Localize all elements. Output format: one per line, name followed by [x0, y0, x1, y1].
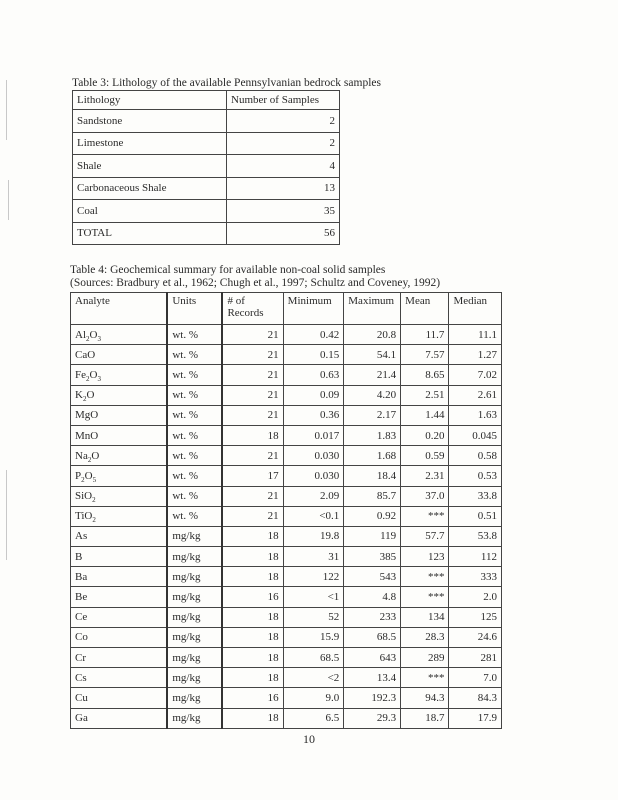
mean-cell: 0.20 [401, 425, 449, 445]
records-cell: 18 [222, 648, 283, 668]
maximum-cell: 0.92 [344, 506, 401, 526]
median-cell: 84.3 [449, 688, 502, 708]
analyte-formula-part: MgO [75, 409, 99, 422]
analyte-cell [71, 708, 168, 728]
units-cell: mg/kg [167, 547, 222, 567]
analyte-formula-part: O [86, 389, 95, 402]
header-units: Units [167, 293, 222, 325]
table-row [71, 325, 502, 345]
analyte-formula-part: 5 [92, 476, 97, 485]
analyte-cell [71, 648, 168, 668]
minimum-cell: 19.8 [283, 526, 344, 546]
analyte-formula-part: 2 [92, 496, 96, 505]
maximum-cell: 85.7 [344, 486, 401, 506]
table-row [71, 405, 502, 425]
maximum-cell: 385 [344, 547, 401, 567]
lithology-cell: Coal [73, 200, 227, 223]
mean-cell: 289 [401, 648, 449, 668]
table-row [71, 425, 502, 445]
records-cell: 17 [222, 466, 283, 486]
minimum-cell: 0.030 [283, 446, 344, 466]
units-cell: wt. % [167, 425, 222, 445]
units-cell: wt. % [167, 486, 222, 506]
analyte-formula-part: Al [75, 328, 86, 341]
table-row [73, 110, 340, 133]
table-header-row [71, 293, 502, 325]
maximum-cell: 20.8 [344, 325, 401, 345]
analyte-cell [71, 607, 168, 627]
mean-cell: 0.59 [401, 446, 449, 466]
analyte-formula-part: O [84, 469, 93, 482]
analyte-cell [71, 405, 168, 425]
maximum-cell: 2.17 [344, 405, 401, 425]
analyte-cell [71, 587, 168, 607]
records-cell: 21 [222, 365, 283, 385]
analyte-formula-part: CaO [75, 348, 96, 361]
table-row [71, 648, 502, 668]
analyte-cell [71, 526, 168, 546]
table-row [71, 607, 502, 627]
maximum-cell: 1.68 [344, 446, 401, 466]
median-cell: 53.8 [449, 526, 502, 546]
records-cell: 18 [222, 425, 283, 445]
table-header-row [73, 91, 340, 110]
analyte-cell [71, 688, 168, 708]
table-row [71, 365, 502, 385]
median-cell: 2.61 [449, 385, 502, 405]
maximum-cell: 643 [344, 648, 401, 668]
analyte-cell [71, 425, 168, 445]
analyte-cell [71, 627, 168, 647]
analyte-formula-part: 2 [87, 455, 92, 464]
analyte-formula-part: P [75, 469, 82, 482]
records-cell: 18 [222, 607, 283, 627]
maximum-cell: 18.4 [344, 466, 401, 486]
mean-cell: 7.57 [401, 345, 449, 365]
mean-cell: 2.51 [401, 385, 449, 405]
minimum-cell: 122 [283, 567, 344, 587]
maximum-cell: 1.83 [344, 425, 401, 445]
table-row [71, 506, 502, 526]
analyte-formula-part: SiO [75, 490, 93, 503]
analyte-formula-part: 3 [97, 375, 101, 384]
geochemical-summary-table [70, 292, 502, 729]
units-cell: wt. % [167, 466, 222, 486]
mean-cell: *** [401, 567, 449, 587]
lithology-table [72, 90, 340, 245]
units-cell: wt. % [167, 405, 222, 425]
minimum-cell: 0.42 [283, 325, 344, 345]
lithology-cell: TOTAL [73, 222, 227, 245]
analyte-formula-part: 2 [86, 375, 90, 384]
table4-sources: (Sources: Bradbury et al., 1962; Chugh et al., 1997; Schultz and Coveney, 1992) [70, 277, 441, 289]
records-cell: 16 [222, 587, 283, 607]
minimum-cell: 0.017 [283, 425, 344, 445]
table-row [71, 385, 502, 405]
table-row [73, 222, 340, 245]
analyte-cell [71, 547, 168, 567]
table-row [71, 627, 502, 647]
analyte-formula-part: Fe [75, 368, 86, 381]
records-cell: 16 [222, 688, 283, 708]
records-cell: 18 [222, 627, 283, 647]
records-cell: 18 [222, 708, 283, 728]
analyte-formula-part: 2 [81, 476, 85, 485]
maximum-cell: 29.3 [344, 708, 401, 728]
analyte-formula-part: Cs [75, 671, 87, 684]
median-cell: 33.8 [449, 486, 502, 506]
maximum-cell: 13.4 [344, 668, 401, 688]
records-cell: 18 [222, 567, 283, 587]
mean-cell: 57.7 [401, 526, 449, 546]
mean-cell: 123 [401, 547, 449, 567]
minimum-cell: <1 [283, 587, 344, 607]
sample-count-cell: 13 [227, 177, 340, 200]
analyte-formula-part: 3 [97, 334, 101, 343]
maximum-cell: 119 [344, 526, 401, 546]
analyte-formula-part: Cu [75, 691, 88, 704]
minimum-cell: 0.030 [283, 466, 344, 486]
header-maximum: Maximum [344, 293, 401, 325]
table3-caption: Table 3: Lithology of the available Pennsylvanian bedrock samples [72, 77, 381, 89]
median-cell: 7.0 [449, 668, 502, 688]
table-row [73, 155, 340, 178]
analyte-formula-part: TiO [75, 510, 93, 523]
lithology-cell: Shale [73, 155, 227, 178]
analyte-cell [71, 506, 168, 526]
records-cell: 18 [222, 547, 283, 567]
sample-count-cell: 2 [227, 132, 340, 155]
minimum-cell: 0.63 [283, 365, 344, 385]
page-number: 10 [303, 732, 315, 746]
units-cell: mg/kg [167, 648, 222, 668]
records-cell: 21 [222, 506, 283, 526]
records-cell: 21 [222, 486, 283, 506]
median-cell: 333 [449, 567, 502, 587]
minimum-cell: 0.15 [283, 345, 344, 365]
analyte-formula-part: Co [75, 631, 88, 644]
units-cell: wt. % [167, 365, 222, 385]
maximum-cell: 4.20 [344, 385, 401, 405]
minimum-cell: 15.9 [283, 627, 344, 647]
minimum-cell: 31 [283, 547, 344, 567]
maximum-cell: 54.1 [344, 345, 401, 365]
median-cell: 0.045 [449, 425, 502, 445]
analyte-formula-part: K [75, 389, 83, 402]
records-cell: 21 [222, 405, 283, 425]
analyte-formula-part: Ba [75, 570, 88, 583]
units-cell: mg/kg [167, 526, 222, 546]
minimum-cell: 0.36 [283, 405, 344, 425]
table-row [71, 547, 502, 567]
minimum-cell: 0.09 [283, 385, 344, 405]
maximum-cell: 4.8 [344, 587, 401, 607]
sample-count-cell: 35 [227, 200, 340, 223]
table-row [71, 446, 502, 466]
mean-cell: 18.7 [401, 708, 449, 728]
median-cell: 17.9 [449, 708, 502, 728]
table-row [73, 200, 340, 223]
maximum-cell: 192.3 [344, 688, 401, 708]
lithology-cell: Limestone [73, 132, 227, 155]
table-row [71, 345, 502, 365]
analyte-formula-part: 2 [82, 395, 87, 404]
median-cell: 2.0 [449, 587, 502, 607]
lithology-cell: Carbonaceous Shale [73, 177, 227, 200]
header-number-of-samples: Number of Samples [227, 91, 340, 110]
analyte-cell [71, 567, 168, 587]
analyte-formula-part: Be [75, 591, 88, 604]
median-cell: 24.6 [449, 627, 502, 647]
units-cell: mg/kg [167, 668, 222, 688]
units-cell: mg/kg [167, 708, 222, 728]
units-cell: wt. % [167, 385, 222, 405]
table-row [71, 587, 502, 607]
median-cell: 125 [449, 607, 502, 627]
table-row [71, 526, 502, 546]
mean-cell: *** [401, 506, 449, 526]
median-cell: 11.1 [449, 325, 502, 345]
table-row [71, 567, 502, 587]
median-cell: 112 [449, 547, 502, 567]
units-cell: mg/kg [167, 587, 222, 607]
median-cell: 281 [449, 648, 502, 668]
analyte-formula-part: As [75, 530, 88, 543]
analyte-formula-part: O [91, 449, 100, 462]
minimum-cell: <2 [283, 668, 344, 688]
minimum-cell: 68.5 [283, 648, 344, 668]
table-row [71, 688, 502, 708]
analyte-cell [71, 345, 168, 365]
units-cell: mg/kg [167, 688, 222, 708]
minimum-cell: 6.5 [283, 708, 344, 728]
units-cell: wt. % [167, 506, 222, 526]
analyte-cell [71, 325, 168, 345]
maximum-cell: 233 [344, 607, 401, 627]
records-cell: 21 [222, 385, 283, 405]
mean-cell: 37.0 [401, 486, 449, 506]
analyte-cell [71, 365, 168, 385]
analyte-cell [71, 446, 168, 466]
header-lithology: Lithology [73, 91, 227, 110]
mean-cell: *** [401, 668, 449, 688]
median-cell: 1.63 [449, 405, 502, 425]
analyte-formula-part: Ce [75, 611, 88, 624]
analyte-cell [71, 668, 168, 688]
header-median: Median [449, 293, 502, 325]
header-analyte: Analyte [71, 293, 168, 325]
header-mean: Mean [401, 293, 449, 325]
mean-cell: 94.3 [401, 688, 449, 708]
units-cell: mg/kg [167, 607, 222, 627]
table-row [71, 466, 502, 486]
lithology-cell: Sandstone [73, 110, 227, 133]
analyte-formula-part: O [89, 328, 98, 341]
table-row [73, 132, 340, 155]
table4-caption: Table 4: Geochemical summary for available non-coal solid samples [70, 264, 386, 276]
table-row [71, 708, 502, 728]
table-row [73, 177, 340, 200]
units-cell: wt. % [167, 345, 222, 365]
minimum-cell: 2.09 [283, 486, 344, 506]
units-cell: wt. % [167, 446, 222, 466]
median-cell: 7.02 [449, 365, 502, 385]
header-records: # of Records [222, 293, 283, 325]
sample-count-cell: 4 [227, 155, 340, 178]
analyte-formula-part: Cr [75, 651, 86, 664]
analyte-cell [71, 486, 168, 506]
records-cell: 18 [222, 526, 283, 546]
median-cell: 0.58 [449, 446, 502, 466]
median-cell: 0.51 [449, 506, 502, 526]
maximum-cell: 68.5 [344, 627, 401, 647]
analyte-formula-part: O [89, 368, 98, 381]
analyte-formula-part: 2 [86, 334, 90, 343]
mean-cell: 134 [401, 607, 449, 627]
header-minimum: Minimum [283, 293, 344, 325]
mean-cell: 11.7 [401, 325, 449, 345]
table-row [71, 486, 502, 506]
mean-cell: 28.3 [401, 627, 449, 647]
analyte-formula-part: Na [75, 449, 88, 462]
records-cell: 21 [222, 325, 283, 345]
analyte-cell [71, 385, 168, 405]
median-cell: 0.53 [449, 466, 502, 486]
mean-cell: 1.44 [401, 405, 449, 425]
sample-count-cell: 2 [227, 110, 340, 133]
table-row [71, 668, 502, 688]
analyte-formula-part: 2 [92, 516, 96, 525]
units-cell: wt. % [167, 325, 222, 345]
maximum-cell: 543 [344, 567, 401, 587]
analyte-formula-part: Ga [75, 712, 88, 725]
units-cell: mg/kg [167, 627, 222, 647]
analyte-formula-part: MnO [75, 429, 99, 442]
analyte-cell [71, 466, 168, 486]
mean-cell: 2.31 [401, 466, 449, 486]
analyte-formula-part: B [75, 550, 83, 563]
minimum-cell: <0.1 [283, 506, 344, 526]
mean-cell: 8.65 [401, 365, 449, 385]
records-cell: 18 [222, 668, 283, 688]
minimum-cell: 9.0 [283, 688, 344, 708]
median-cell: 1.27 [449, 345, 502, 365]
maximum-cell: 21.4 [344, 365, 401, 385]
records-cell: 21 [222, 446, 283, 466]
units-cell: mg/kg [167, 567, 222, 587]
mean-cell: *** [401, 587, 449, 607]
minimum-cell: 52 [283, 607, 344, 627]
records-cell: 21 [222, 345, 283, 365]
sample-count-cell: 56 [227, 222, 340, 245]
